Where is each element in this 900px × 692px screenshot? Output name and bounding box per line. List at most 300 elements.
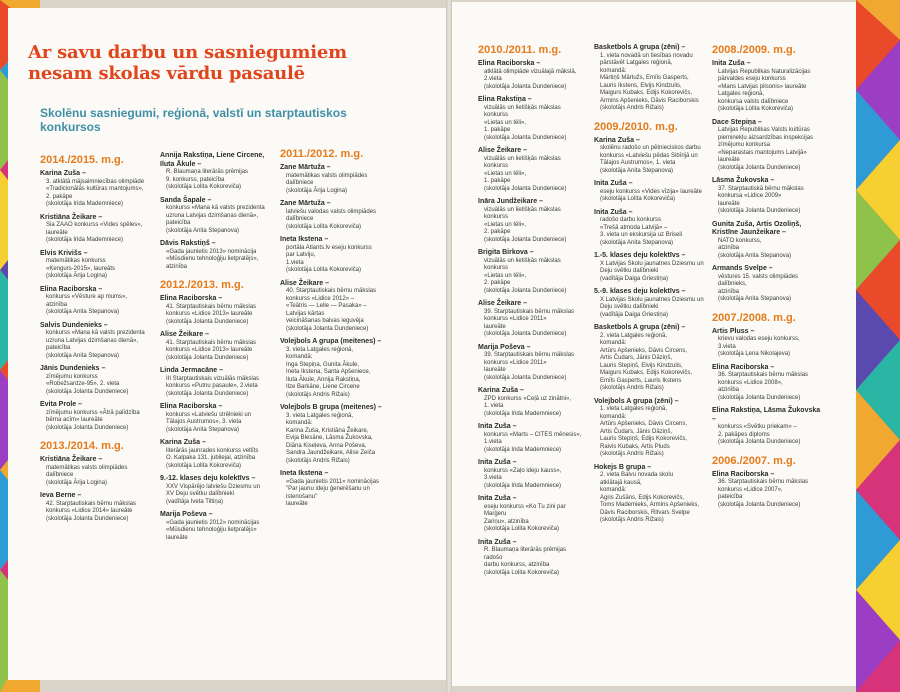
achievement-detail: atklātajā kausā,	[600, 479, 642, 486]
achievement-detail: zīmējumu konkurss «Ātrā palīdzība	[46, 409, 140, 416]
achievement-detail: zīmējumu konkurss	[46, 373, 98, 380]
achievement-detail: "Par jaunu ideju ģenerēšanu un	[286, 486, 370, 492]
achievement-detail: 3. vieta Latgales reģionā,	[286, 412, 354, 419]
achievement-entry	[160, 197, 272, 236]
achievement-detail: 41. Starptautiskais bērnu mākslas	[166, 339, 257, 346]
achievement-detail: Deju svētku dalībnieki	[600, 304, 659, 310]
column-6	[712, 44, 822, 517]
achievement-detail: Emīls Gasperts, Lauris Ikstens	[600, 377, 682, 384]
achievement-detail: (skolotāja Anita Stepanova)	[166, 227, 240, 234]
achievement-detail: 3. atklātā mājsaimniecības olimpiāde	[46, 178, 145, 185]
student-name: Dāvis Rakstiņš –	[160, 240, 216, 247]
achievement-entry	[478, 423, 586, 454]
achievement-detail: Deju svētku dalībnieki	[600, 268, 659, 274]
achievement-entry	[280, 470, 390, 509]
student-name: Elina Rakstiņa –	[478, 96, 532, 103]
achievement-detail: konkurss «Lidice 2012» –	[286, 295, 355, 302]
student-name: Alise Žeikare –	[160, 331, 210, 338]
achievement-detail: 9. konkurss, pateicība	[166, 176, 225, 183]
achievement-detail: «Mūsdienu tehnoloģiju lietpratējs»,	[166, 256, 259, 262]
achievement-detail: bērna acīm» laureāte	[46, 417, 103, 423]
year-heading: 2014./2015. m.g.	[40, 154, 124, 166]
achievement-detail: pārvaldes eseju konkurss	[718, 76, 786, 82]
achievement-detail: latviešu valodas valsts olimpiādes	[286, 208, 377, 215]
student-name: Brigita Birkova –	[478, 249, 534, 256]
achievement-detail: (skolotāja Anita Stepanova)	[718, 252, 792, 259]
student-name: Karina Zuša –	[478, 387, 524, 394]
achievement-detail: «Mūsdienu tehnoloģiju lietpratējs»	[166, 527, 257, 533]
year-section	[712, 312, 822, 447]
achievement-detail: 3. vieta Latgales reģionā,	[286, 346, 354, 353]
achievement-detail: (skolotāja Jolanta Dundeniece)	[718, 394, 801, 401]
achievement-detail: «Tradicionālās kultūras mantojums»,	[46, 186, 144, 192]
year-heading: 2012./2013. m.g.	[160, 279, 244, 291]
student-name: 9.-12. klases deju kolektīvs –	[160, 475, 256, 482]
student-name: Inita Zuša –	[594, 180, 633, 187]
student-name: Dace Stepiņa –	[712, 118, 762, 126]
achievement-entry	[40, 322, 148, 361]
achievement-detail: vizuālās un lietišķās mākslas konkurss	[484, 155, 561, 169]
year-heading: 2008./2009. m.g.	[712, 44, 796, 56]
achievement-detail: «Lietas un tēli»,	[484, 170, 527, 177]
student-name: Elina Raciborska –	[712, 470, 775, 478]
student-name: Inita Zuša –	[478, 459, 517, 466]
student-name: Alise Žeikare –	[478, 300, 528, 307]
student-name: Marija Poševa –	[160, 511, 213, 518]
achievement-entry	[478, 344, 586, 383]
achievement-detail: Artūrs Apšenieks, Dāvis Circens,	[600, 421, 688, 427]
achievement-entry	[478, 198, 586, 244]
achievement-detail: (vadītāja Iveta Tiltiņa)	[166, 498, 224, 505]
achievement-entry	[280, 280, 390, 334]
achievement-entry	[160, 152, 272, 192]
achievement-entry	[40, 456, 148, 487]
achievement-detail: (skolotāja Lolita Kokoreviča)	[484, 569, 560, 576]
year-section	[712, 455, 822, 510]
student-name: Evita Prole –	[40, 401, 83, 408]
achievement-detail: 3.vieta	[484, 475, 502, 481]
achievement-detail: (skolotāja Lolita Kokoreviča)	[166, 462, 242, 469]
achievement-detail: laureāte	[484, 367, 506, 373]
year-section	[280, 148, 390, 509]
achievement-detail: skolēnu radošo un pētnieciskos darbu	[600, 145, 701, 151]
achievement-detail: Sia ZAAO konkurss «Vides spēles»,	[46, 222, 143, 228]
achievement-detail: istenošanu"	[286, 493, 318, 500]
achievement-detail: literārās jaunrades konkurss veltīts	[166, 447, 259, 454]
achievement-detail: dalībnieks,	[718, 281, 747, 287]
achievement-detail: (skolotāja Jolanta Dundeniece)	[46, 515, 129, 522]
achievement-detail: komandā:	[600, 487, 627, 493]
achievement-entry	[712, 265, 822, 304]
achievement-detail: 39. Starptautiskais bērnu mākslas	[484, 352, 575, 358]
student-name: Karina Zuša –	[594, 136, 640, 144]
column-2	[160, 152, 272, 550]
student-name: Ineta Ikstena –	[280, 470, 329, 477]
page-title: Ar savu darbu un sasniegumiem nesam skolas vārdu pasaulē	[28, 42, 347, 84]
achievement-entry	[594, 44, 704, 113]
achievement-detail: (skolotāja Jolanta Dundeniece)	[484, 287, 567, 294]
student-name: Linda Jermacāne –	[160, 367, 224, 374]
achievement-detail: 2. pakāpes diploms	[718, 431, 770, 438]
achievement-detail: pieminekļu aizsardzības inspekcijas	[718, 134, 814, 141]
achievement-detail: (vadītāja Daiga Griestiņa)	[600, 311, 669, 318]
achievement-entry	[160, 295, 272, 326]
achievement-entry	[712, 221, 822, 261]
achievement-detail: krievu valodas eseju konkurss,	[718, 336, 800, 342]
achievement-detail: «Lietas un tēli»,	[484, 119, 527, 126]
achievement-detail: X Latvijas Skolu jaunatnes Dziesmu un	[600, 296, 704, 303]
student-name: Zane Mārtuža –	[280, 164, 331, 171]
achievement-entry	[40, 492, 148, 523]
achievement-detail: 3.vieta	[718, 343, 736, 350]
achievement-detail: XV Deju svētku dalībnieki	[166, 491, 235, 497]
achievement-detail: (skolotājs Andris Rižais)	[600, 105, 664, 111]
student-name: Elina Raciborska –	[712, 363, 775, 371]
achievement-detail: (skolotāja Jolanta Dundeniece)	[484, 83, 567, 90]
achievement-entry	[712, 177, 822, 216]
achievement-detail: eseju konkurss «Vides vīzija» laureāte	[600, 188, 702, 195]
year-heading: 2013./2014. m.g.	[40, 440, 124, 452]
achievement-detail: X Latvijas Skolu jaunatnes Dziesmu un	[600, 260, 704, 267]
year-section	[160, 152, 272, 271]
achievement-entry	[712, 407, 822, 447]
achievement-detail: (skolotāja Jolanta Dundeniece)	[46, 424, 129, 431]
student-name: Kristiāna Žeikare –	[40, 213, 103, 221]
achievement-detail: matemātikas konkurss	[46, 258, 106, 264]
achievement-detail: 2. vieta Balvu novada skolu	[600, 472, 674, 478]
achievement-detail: Ineta Ikstena, Santa Apšeniece,	[286, 369, 371, 375]
year-section	[478, 44, 586, 577]
achievement-entry	[478, 147, 586, 193]
student-name: Elina Raciborska –	[40, 285, 103, 293]
student-name: Ieva Berne –	[40, 492, 82, 499]
achievement-detail: konkurss «Mana kā valsts prezidenta	[166, 205, 265, 211]
achievement-detail: darbu konkurss, atzinība	[484, 562, 550, 568]
achievement-detail: (skolotāja Lolita Kokoreviča)	[166, 184, 242, 190]
achievement-entry	[712, 364, 822, 403]
achievement-detail: eseju konkurss «Ko Tu zini par Marģeru	[484, 503, 566, 517]
student-name: Kristiāna Žeikare –	[40, 456, 103, 463]
achievement-detail: (skolotājs Andris Rižais)	[600, 517, 664, 523]
achievement-detail: pateicība	[718, 494, 743, 500]
achievement-detail: (skolotāja Jolanta Dundeniece)	[718, 439, 801, 445]
achievement-entry	[280, 164, 390, 195]
student-name: Elina Raciborska –	[478, 60, 541, 67]
achievement-detail: XXV Vispārējo latviešu Dziesmu un	[166, 483, 260, 490]
achievement-detail: konkurss «Vēsture ap mums»,	[46, 294, 128, 300]
achievement-detail: (skolotāja Irida Mademniece)	[46, 237, 124, 243]
student-name: Volejbols A grupa (zēni) –	[594, 397, 679, 405]
achievement-detail: (skolotāja Anita Stepanova)	[600, 239, 674, 246]
achievement-detail: «Teātris — Lelle — Pasaka» –	[286, 303, 367, 309]
achievement-entry	[280, 404, 390, 465]
achievement-detail: uzruna Latvijas dzimšanas dienā»,	[166, 212, 259, 219]
achievement-detail: konkurss «Lidice 2013» laureāte	[166, 347, 253, 353]
student-name: Elina Rakstiņa, Lāsma Žukovska –	[712, 407, 821, 423]
achievement-entry	[594, 209, 704, 248]
achievement-detail: 37. Starptautiskā bērnu mākslas	[718, 185, 804, 192]
achievement-detail: 39. Starptautiskais bērnu mākslas	[484, 308, 575, 315]
student-name: Elvis Krivišs –	[40, 249, 88, 257]
achievement-detail: konkurss «Lidice 2011»	[484, 359, 547, 366]
achievement-entry	[40, 250, 148, 281]
achievement-detail: Tālajos Austrumos», 1. vieta	[600, 160, 676, 166]
achievement-detail: par Latviju,	[286, 252, 316, 258]
student-name: Artis Pluss –	[712, 327, 755, 335]
achievement-detail: (skolotāja Irida Mademniece)	[484, 410, 562, 417]
achievement-detail: 36. Starptautiskais bērnu mākslas	[718, 372, 809, 378]
achievement-detail: Inga Stepiņa, Gunita Ākule,	[286, 361, 360, 368]
achievement-detail: Agris Zušāns, Edijs Kokorevičs,	[600, 494, 685, 501]
student-name: Inita Zuša –	[712, 60, 751, 67]
achievement-detail: konkurss «Latviešu pēdas Sibīrijā un	[600, 152, 698, 159]
page-subtitle: Skolēnu sasniegumi, reģionā, valstī un starptautiskos konkursos	[40, 106, 347, 134]
achievement-detail: 2. pakāpe	[484, 229, 511, 235]
achievement-detail: Toms Mademieks, Armins Apšenieks,	[600, 502, 700, 508]
achievement-detail: Artūrs Apšenieks, Dāvis Circens,	[600, 347, 688, 354]
achievement-detail: komandā:	[286, 354, 313, 360]
achievement-detail: laureāte	[484, 323, 506, 330]
achievement-detail: Iluta Ākule, Annija Rakstiņa,	[286, 376, 361, 383]
achievement-detail: konkursa valsts dalībniece	[718, 98, 789, 105]
achievement-detail: Ilze Barkāne, Liene Circene	[286, 384, 360, 390]
achievement-entry	[160, 367, 272, 398]
achievement-detail: (skolotāja Irida Mademniece)	[484, 482, 562, 489]
achievement-detail: pārstāvēt Latgales reģionā,	[600, 60, 673, 66]
achievement-detail: Armins Apšenieks, Dāvis Raciborskis	[600, 97, 699, 104]
achievement-detail: laureāte	[166, 534, 188, 541]
achievement-detail: R. Blaumaņa literārās prēmijas	[166, 169, 249, 175]
achievement-detail: (skolotāja Lolita Kokoreviča)	[286, 267, 362, 273]
achievement-detail: «Gada jaunietis 2012» nominācijas	[166, 519, 260, 526]
achievement-detail: O. Kalpaka 131. jubilejai, atzinība	[166, 455, 256, 461]
achievement-detail: (skolotāja Irida Mademniece)	[484, 446, 562, 453]
achievement-entry	[160, 331, 272, 362]
achievement-detail: (skolotāja Lolita Kokoreviča)	[286, 223, 362, 230]
achievement-detail: (skolotāja Jolanta Dundeniece)	[166, 318, 249, 325]
achievement-detail: Latgales reģionā,	[718, 91, 765, 97]
student-name: Lāsma Žukovska –	[712, 177, 775, 184]
achievement-entry	[40, 365, 148, 396]
student-name: Ināra Jundžeikare –	[478, 198, 543, 205]
achievement-detail: «Mans Latvijas pilsonis» laureāte	[718, 83, 807, 90]
achievement-entry	[712, 471, 822, 510]
student-name: Sanda Šapale –	[160, 196, 212, 204]
achievement-detail: dalībniece	[286, 180, 314, 186]
achievement-detail: Maigurs Kubaks, Edijs Kokorevičs,	[600, 90, 693, 96]
achievement-detail: vizuālās un lietišķās mākslas konkurss	[484, 104, 561, 118]
achievement-detail: Lauris Stepiņš, Elvijs Kindzulis,	[600, 362, 683, 369]
achievement-detail: 2. pakāpe	[484, 280, 511, 286]
achievement-detail: 1. pakāpe	[484, 127, 511, 133]
achievement-detail: laureāte	[46, 229, 68, 236]
year-heading: 2010./2011. m.g.	[478, 44, 562, 56]
achievement-detail: konkurss «Marts – CITES mēnesis»,	[484, 431, 582, 438]
achievement-detail: atklātā olimpiāde vizuālajā mākslā,	[484, 68, 577, 75]
achievement-entry	[478, 60, 586, 91]
achievement-detail: (skolotāja Anita Stepanova)	[166, 426, 240, 433]
achievement-entry	[478, 459, 586, 490]
year-heading: 2007./2008. m.g.	[712, 311, 796, 324]
achievement-detail: Lauris Ikstens, Elvijs Kindzulis,	[600, 82, 682, 89]
achievement-detail: komandā:	[600, 67, 627, 74]
achievement-detail: (skolotāja Jolanta Dundeniece)	[46, 388, 129, 395]
student-name: Annija Rakstiņa, Liene Circene, Iluta Ākule –	[160, 152, 265, 168]
achievement-entry	[712, 119, 822, 173]
achievement-detail: konkurss «Putnu pasaule», 2.vieta	[166, 383, 258, 389]
achievement-detail: portāla Atlants.lv eseju konkurss	[286, 244, 372, 251]
achievement-detail: R. Blaumaņa literārās prēmijas radošo	[484, 547, 567, 561]
achievement-entry	[160, 403, 272, 434]
achievement-detail: laureāte	[718, 157, 740, 163]
achievement-detail: Latvijas Republikas Naturalizācijas	[718, 68, 811, 75]
achievement-detail: (skolotāja Jolanta Dundeniece)	[166, 354, 249, 361]
achievement-detail: «Ķengurs-2015», laureāts	[46, 265, 116, 272]
achievement-detail: Raivis Kubaks, Artis Pluds	[600, 443, 670, 450]
achievement-detail: Zariņu», atzinība	[484, 518, 529, 525]
achievement-detail: Dāvis Raciborskis, Ritvars Svelpe	[600, 509, 690, 516]
achievement-detail: (skolotāja Jolanta Dundeniece)	[718, 164, 801, 171]
student-name: Salvis Dundenieks –	[40, 321, 108, 329]
student-name: Basketbols A grupa (zēni) –	[594, 324, 686, 331]
achievement-detail: konkurss «Lidice 2014» laureāte	[46, 508, 133, 514]
achievement-detail: «Lietas un tēli»,	[484, 272, 527, 279]
achievement-entry	[160, 475, 272, 506]
student-name: Alise Žeikare –	[478, 147, 528, 154]
achievement-detail: (skolotāja Jolanta Dundeniece)	[166, 390, 249, 397]
achievement-detail: (skolotāja Jolanta Dundeniece)	[718, 208, 801, 214]
achievement-detail: (skolotāja Ārija Logina)	[286, 187, 348, 194]
achievement-detail: (skolotāja Jolanta Dundeniece)	[484, 236, 567, 243]
achievement-detail: (skolotāja Jolanta Dundeniece)	[484, 185, 567, 192]
achievement-detail: 1. vieta	[484, 403, 504, 409]
achievement-detail: Latvijas Republikas Valsts kultūras	[718, 127, 810, 133]
achievement-detail: Diāna Kiseļeva, Anna Poševa,	[286, 442, 367, 449]
achievement-entry	[478, 300, 586, 339]
achievement-detail: (skolotāja Anita Stepanova)	[46, 352, 120, 359]
student-name: Inita Zuša –	[478, 538, 517, 546]
achievement-detail: Karina Zuša, Kristiāna Žeikare,	[286, 427, 369, 434]
student-name: Basketbols A grupa (zēni) –	[594, 44, 686, 51]
achievement-detail: (skolotāja Irida Mademniece)	[46, 201, 124, 207]
year-section	[40, 440, 148, 523]
achievement-detail: konkurss «Latviešu strēlnieki un	[166, 411, 252, 418]
achievement-detail: (skolotāja Lolita Kokoreviča)	[718, 106, 794, 112]
student-name: Karina Zuša –	[160, 439, 206, 446]
achievement-detail: Latvijas kārtas	[286, 310, 325, 317]
achievement-detail: Tālajos Austrumos», 3. vieta	[166, 419, 242, 425]
achievement-entry	[40, 401, 148, 432]
achievement-detail: matemātikas valsts olimpiādes	[46, 464, 128, 471]
achievement-detail: (skolotāja Ļena Nikolajeva)	[718, 351, 791, 357]
achievement-entry	[712, 328, 822, 359]
achievement-detail: (skolotāja Lolita Kokoreviča)	[600, 196, 676, 202]
achievement-detail: uzruna Latvijas dzimšanas dienā»,	[46, 337, 139, 344]
achievement-entry	[40, 170, 148, 209]
year-heading: 2006./2007. m.g.	[712, 454, 796, 467]
achievement-detail: Maigurs Kubaks, Edijs Kokorevičs,	[600, 370, 693, 376]
student-name: Jānis Dundenieks –	[40, 365, 106, 372]
achievement-entry	[40, 286, 148, 317]
achievement-entry	[594, 398, 704, 459]
student-name: Elina Raciborska –	[160, 403, 223, 410]
achievement-entry	[280, 236, 390, 275]
achievement-detail: Evija Blesāne, Lāsma Žukovska,	[286, 435, 373, 441]
achievement-detail: 1.vieta	[484, 439, 502, 445]
student-name: Ineta Ikstena –	[280, 236, 329, 243]
achievement-detail: (skolotāja Anita Stepanova)	[718, 296, 792, 302]
achievement-detail: 1.vieta	[286, 259, 304, 266]
achievement-detail: vizuālās un lietišķās mākslas konkurss	[484, 206, 561, 220]
year-section	[712, 44, 822, 304]
student-name: Armands Svelpe –	[712, 265, 773, 272]
achievement-detail: (skolotāja Anita Stepanova)	[46, 309, 120, 315]
achievement-detail: konkurss «Mana kā valsts prezidenta	[46, 330, 145, 336]
achievement-detail: 42. Starptautiskais bērnu mākslas	[46, 500, 137, 507]
student-name: Hokejs B grupa –	[594, 463, 652, 471]
achievement-detail: «Gada jaunietis 2013» nominācija	[166, 248, 257, 255]
achievement-entry	[594, 324, 704, 393]
student-name: 5.-9. klases deju kolektīvs –	[594, 288, 686, 295]
student-name: Inita Zuša –	[478, 495, 517, 502]
student-name: Inita Zuša –	[478, 423, 517, 430]
achievement-detail: 2. vieta Latgales reģionā,	[600, 332, 668, 339]
achievement-entry	[594, 180, 704, 204]
achievement-detail: Lauris Stepiņš, Edijs Kokorevičs,	[600, 436, 688, 442]
achievement-detail: (skolotāja Jolanta Dundeniece)	[718, 501, 801, 508]
achievement-detail: komandā:	[600, 413, 627, 420]
achievement-detail: (skolotājs Andris Rižais)	[286, 457, 350, 464]
achievement-detail: «Robežsardze-95», 2. vieta	[46, 381, 120, 387]
achievement-detail: 36. Starptautiskais bērnu mākslas	[718, 479, 809, 485]
student-name: Zane Mārtuža –	[280, 200, 331, 207]
achievement-detail: atzinība	[718, 245, 740, 251]
student-name: Volejbols A grupa (meitenes) –	[280, 338, 382, 345]
student-name: Marija Poševa –	[478, 343, 531, 351]
achievement-entry	[280, 338, 390, 399]
achievement-detail: Mārtiņš Mārtužs, Emīls Gasperts,	[600, 75, 689, 81]
achievement-entry	[594, 252, 704, 283]
year-heading: 2011./2012. m.g.	[280, 148, 364, 160]
achievement-entry	[160, 439, 272, 470]
achievement-detail: konkurss «Lidice 2008»,	[718, 379, 783, 386]
achievement-detail: atzinība	[166, 263, 188, 270]
achievement-detail: veicināšanas balvas ieguvēja	[286, 318, 364, 324]
achievement-detail: III Starptautiskais vizuālās mākslas	[166, 375, 260, 382]
achievement-detail: laureāte	[718, 200, 740, 207]
achievement-detail: (skolotājs Andris Rižais)	[600, 451, 664, 457]
achievement-detail: konkurss «Zaļo ideju kauss»,	[484, 467, 562, 474]
achievement-detail: 41. Starptautiskais bērnu mākslas	[166, 303, 257, 310]
achievement-entry	[40, 214, 148, 245]
year-section	[40, 154, 148, 432]
achievement-entry	[160, 240, 272, 271]
achievement-detail: (skolotājs Andris Rižais)	[600, 385, 664, 391]
achievement-detail: (skolotāja Ārija Logina)	[46, 273, 108, 279]
student-name: Inita Zuša –	[594, 208, 633, 216]
decorative-pattern-right	[856, 0, 900, 692]
achievement-detail: (skolotāja Jolanta Dundeniece)	[484, 134, 567, 141]
achievement-detail: matemātikas valsts olimpiādes	[286, 172, 368, 179]
achievement-detail: «Neparastais mantojums Latvijā»	[718, 149, 807, 156]
column-5	[594, 44, 704, 533]
achievement-detail: (skolotāja Jolanta Dundeniece)	[484, 374, 567, 381]
achievement-detail: Sandra Jaundžeikare, Alise Zeiča	[286, 450, 376, 456]
student-name: Gunita Zuša, Artis Ozoliņš, Kristīne Jaunžeikare –	[712, 220, 802, 236]
column-3	[280, 148, 390, 517]
achievement-detail: (skolotāja Ārija Logina)	[46, 479, 108, 486]
achievement-detail: radošo darbu konkurss	[600, 217, 662, 223]
